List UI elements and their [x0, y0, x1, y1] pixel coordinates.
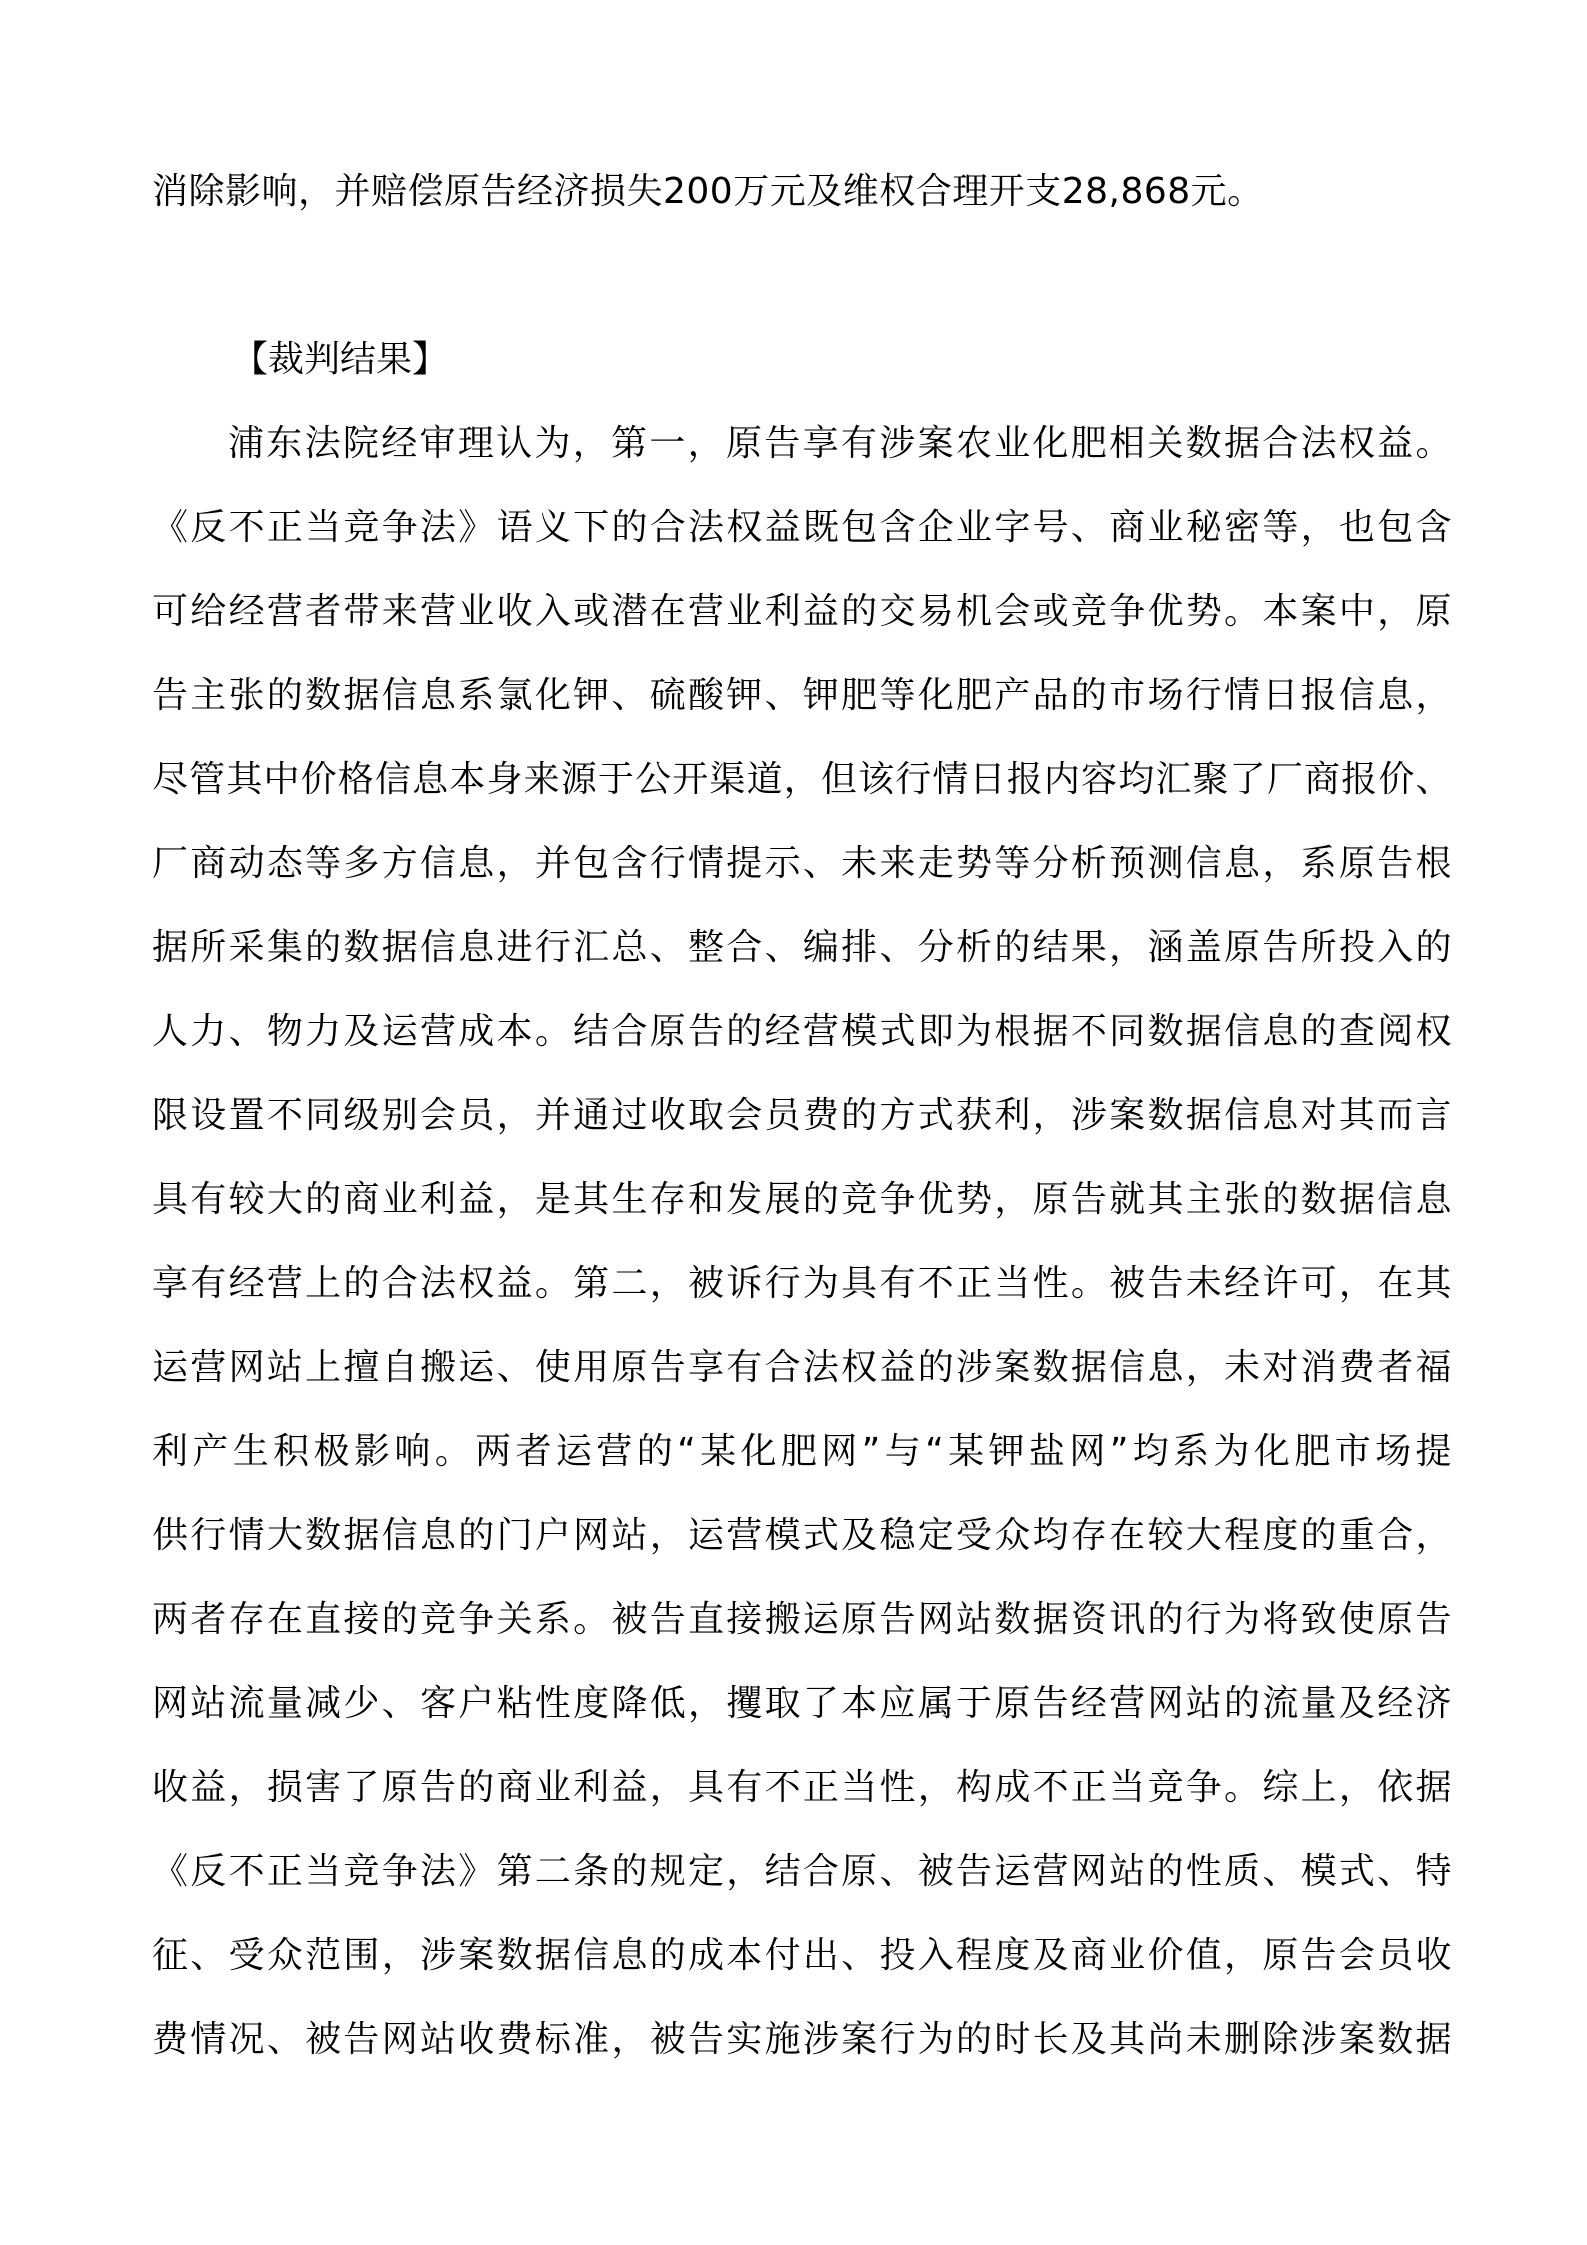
paragraph-line: 收益，损害了原告的商业利益，具有不正当性，构成不正当竞争。综上，依据 — [152, 1767, 1452, 1808]
paragraph-line: 可给经营者带来营业收入或潜在营业利益的交易机会或竞争优势。本案中，原 — [152, 591, 1452, 632]
section-heading: 【裁判结果】 — [232, 339, 449, 380]
paragraph-line: 浦东法院经审理认为，第一，原告享有涉案农业化肥相关数据合法权益。 — [228, 423, 1452, 464]
paragraph-line: 据所采集的数据信息进行汇总、整合、编排、分析的结果，涵盖原告所投入的 — [152, 927, 1452, 968]
paragraph-line: 厂商动态等多方信息，并包含行情提示、未来走势等分析预测信息，系原告根 — [152, 843, 1452, 884]
paragraph-line: 享有经营上的合法权益。第二，被诉行为具有不正当性。被告未经许可，在其 — [152, 1263, 1452, 1304]
paragraph-line: 费情况、被告网站收费标准，被告实施涉案行为的时长及其尚未删除涉案数据 — [152, 2019, 1452, 2060]
paragraph-line: 运营网站上擅自搬运、使用原告享有合法权益的涉案数据信息，未对消费者福 — [152, 1347, 1452, 1388]
paragraph-line: 《反不正当竞争法》语义下的合法权益既包含企业字号、商业秘密等，也包含 — [152, 507, 1452, 548]
paragraph-line: 供行情大数据信息的门户网站，运营模式及稳定受众均存在较大程度的重合， — [152, 1515, 1452, 1556]
paragraph-line: 限设置不同级别会员，并通过收取会员费的方式获利，涉案数据信息对其而言 — [152, 1095, 1452, 1136]
paragraph-line: 征、受众范围，涉案数据信息的成本付出、投入程度及商业价值，原告会员收 — [152, 1935, 1452, 1976]
paragraph-line: 告主张的数据信息系氯化钾、硫酸钾、钾肥等化肥产品的市场行情日报信息， — [152, 675, 1452, 716]
paragraph-line: 利产生积极影响。两者运营的“某化肥网”与“某钾盐网”均系为化肥市场提 — [152, 1431, 1452, 1472]
paragraph-line: 具有较大的商业利益，是其生存和发展的竞争优势，原告就其主张的数据信息 — [152, 1179, 1452, 1220]
paragraph-line: 尽管其中价格信息本身来源于公开渠道，但该行情日报内容均汇聚了厂商报价、 — [152, 759, 1452, 800]
paragraph-line: 人力、物力及运营成本。结合原告的经营模式即为根据不同数据信息的查阅权 — [152, 1011, 1452, 1052]
intro-line: 消除影响，并赔偿原告经济损失200万元及维权合理开支28,868元。 — [152, 171, 1264, 212]
paragraph-line: 两者存在直接的竞争关系。被告直接搬运原告网站数据资讯的行为将致使原告 — [152, 1599, 1452, 1640]
paragraph-line: 网站流量减少、客户粘性度降低，攫取了本应属于原告经营网站的流量及经济 — [152, 1683, 1452, 1724]
paragraph-line: 《反不正当竞争法》第二条的规定，结合原、被告运营网站的性质、模式、特 — [152, 1851, 1452, 1892]
